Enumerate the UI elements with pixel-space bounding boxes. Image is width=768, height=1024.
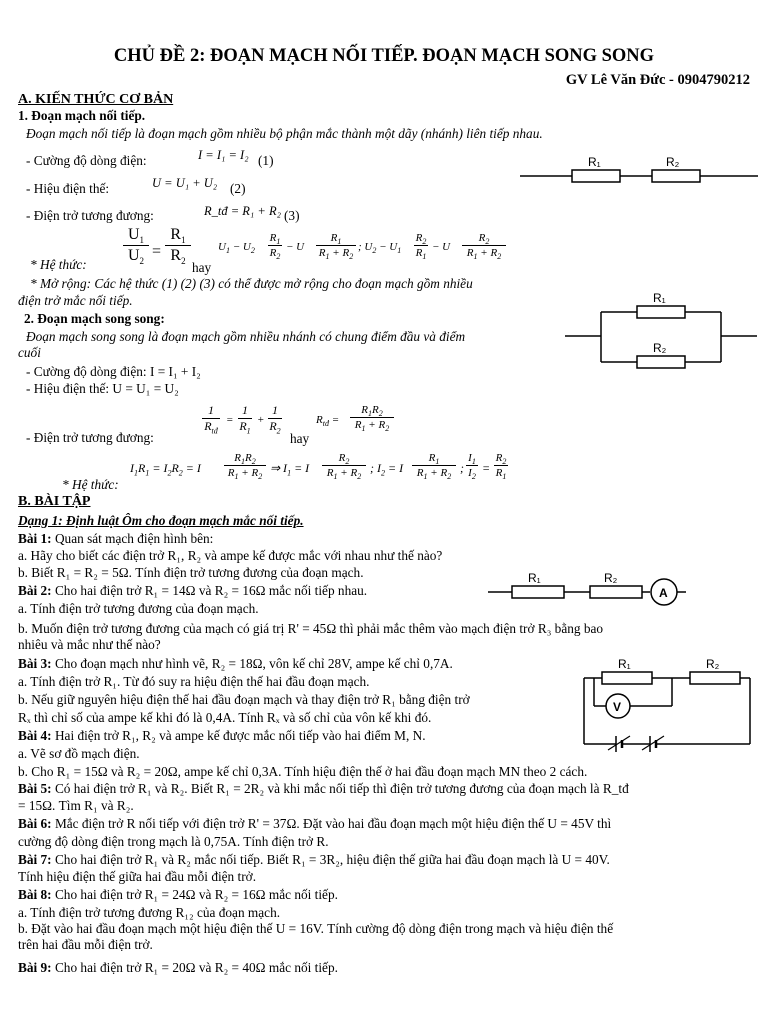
rel-i2: ; $I_2 = I$ [370, 461, 404, 478]
resistor-r2 [652, 170, 700, 182]
rel-frac-1: $R_1R_2$ $R_1 + R_2$ [224, 452, 266, 479]
resistor-r2 [590, 586, 642, 598]
label-r1: R₁ [528, 572, 541, 585]
type1-heading: Dạng 1: Định luật Ôm cho đoạn mạch mắc nối tiếp. [18, 513, 304, 528]
series-voltage-formula: U = U₁ + U₂ [152, 176, 218, 190]
exercise-8-line-3: b. Đặt vào hai đầu đoạn mạch một hiệu điện thế U = 16V. Tính cường độ dòng điện trong mạch và hiệu điện thế [18, 921, 614, 936]
u2-eq: − U [432, 241, 451, 253]
exercise-8-line-2: a. Tính điện trở tương đương R₁₂ của đoạn mạch. [18, 905, 281, 920]
section-a-heading: A. KIẾN THỨC CƠ BẢN [18, 92, 174, 107]
series-extension: * Mở rộng: Các hệ thức (1) (2) (3) có thể được mở rộng cho đoạn mạch gồm nhiều [30, 276, 473, 291]
ratio-u1-u2: $U_1$ $U_2$ [123, 226, 149, 264]
resistor-r1 [637, 306, 685, 318]
exercise-8-label: Bài 8: [18, 887, 55, 902]
parallel-resistance-label: - Điện trở tương đương: [26, 430, 154, 445]
u2-frac-a: $R_2$ $R_1$ [415, 232, 427, 262]
resistor-r2 [637, 356, 685, 368]
eq-inv: = [226, 414, 234, 426]
series-voltage-num: (2) [230, 181, 246, 196]
voltmeter-circuit-diagram [580, 656, 760, 752]
exercise-4-label: Bài 4: [18, 728, 55, 743]
u1-expression: $U_1 - U_2$ [218, 241, 255, 256]
parallel-voltage: - Hiệu điện thế: U = U₁ = U₂ [26, 381, 179, 396]
label-r1: R₁ [588, 155, 601, 169]
exercise-4-line-3: b. Cho R₁ = 15Ω và R₂ = 20Ω, ampe kế chỉ 0,3A. Tính hiệu điện thế ở hai đầu đoạn mạch MN theo 2 cách. [18, 764, 588, 779]
exercise-1-line-2: a. Hãy cho biết các điện trở R₁, R₂ và ampe kế được mắc với nhau như thế nào? [18, 548, 443, 563]
series-current-label: - Cường độ dòng điện: [26, 153, 147, 168]
rtd-frac: $R_1R_2$ $R_1 + R_2$ [350, 404, 394, 431]
series-definition: Đoạn mạch nối tiếp là đoạn mạch gồm nhiều bộ phận mắc thành một dãy (nhánh) liên tiếp nhau. [26, 126, 543, 141]
resistor-r1 [512, 586, 564, 598]
exercise-3-line-3: b. Nếu giữ nguyên hiệu điện thế hai đầu đoạn mạch và thay điện trở R₁ bằng điện trở [18, 692, 470, 707]
parallel-definition: Đoạn mạch song song là đoạn mạch gồm nhiều nhánh có chung điểm đầu và điểm [26, 329, 466, 344]
page-title: CHỦ ĐỀ 2: ĐOẠN MẠCH NỐI TIẾP. ĐOẠN MẠCH SONG SONG [113, 46, 655, 66]
u2-expression: ; $U_2 - U_1$ [358, 241, 402, 256]
exercise-1-line-1: Bài 1: Quan sát mạch điện hình bên: [18, 531, 214, 546]
u2-frac-b: $R_2$ $R_1 + R_2$ [462, 232, 506, 259]
exercise-5-line-1: Bài 5: Có hai điện trở R₁ và R₂. Biết R₁ = 2R₂ và khi mắc nối tiếp thì điện trở tương đương của đoạn mạch là R_tđ [18, 781, 629, 796]
exercise-6-line-1: Bài 6: Mắc điện trở R nối tiếp với điện trở R' = 37Ω. Đặt vào hai đầu đoạn mạch một hiệu điện thế U = 45V thì [18, 816, 612, 831]
exercise-2-label: Bài 2: [18, 583, 55, 598]
series-voltage-label: - Hiệu điện thế: [26, 181, 110, 196]
exercise-6-label: Bài 6: [18, 816, 55, 831]
rel-frac-2: $R_2$ $R_1 + R_2$ [322, 452, 366, 479]
series-resistance-label: - Điện trở tương đương: [26, 208, 154, 223]
label-voltmeter: V [613, 700, 622, 714]
parallel-relation: $I_1R_1 = I_2R_2 = I$ [130, 461, 201, 478]
series-current-num: (1) [258, 153, 274, 168]
exercise-7-line-2: Tính hiệu điện thế giữa hai đầu mỗi điện trở. [18, 869, 257, 884]
exercise-9-line-1: Bài 9: Cho hai điện trở R₁ = 20Ω và R₂ = 40Ω mắc nối tiếp. [18, 960, 338, 975]
exercise-3-line-2: a. Tính điện trở R₁. Từ đó suy ra hiệu điện thế hai đầu đoạn mạch. [18, 674, 370, 689]
exercise-4-line-1: Bài 4: Hai điện trở R₁, R₂ và ampe kế được mắc nối tiếp vào hai điểm M, N. [18, 728, 426, 743]
rel-i1: ⇒ $I_1 = I$ [270, 461, 310, 478]
parallel-or: hay [290, 431, 310, 446]
rel-eq: = [482, 461, 491, 475]
parallel-definition-2: cuối [18, 345, 41, 360]
series-or: hay [192, 260, 212, 275]
exercise-5-line-2: = 15Ω. Tìm R₁ và R₂. [18, 798, 134, 813]
exercise-9-label: Bài 9: [18, 960, 55, 975]
series-resistance-formula: R_tđ = R₁ + R₂ [204, 204, 281, 218]
series-resistance-num: (3) [284, 208, 300, 223]
exercise-2-line-2: a. Tính điện trở tương đương của đoạn mạch. [18, 601, 259, 616]
label-ammeter: A [659, 586, 668, 600]
series-heading: 1. Đoạn mạch nối tiếp. [18, 108, 146, 123]
series-relation-label: * Hệ thức: [30, 257, 87, 272]
label-r2: R₂ [706, 657, 720, 671]
exercise-7-label: Bài 7: [18, 852, 55, 867]
inv-rtd: 1 $R_{tđ}$ [202, 404, 220, 433]
label-r2: R₂ [604, 572, 618, 585]
exercise-6-line-2: cường độ dòng điện trong mạch là 0,75A. Tính điện trở R. [18, 834, 329, 849]
exercise-7-line-1: Bài 7: Cho hai điện trở R₁ và R₂ mắc nối tiếp. Biết R₁ = 3R₂, hiệu điện thế giữa hai đầu đoạn mạch là U = 40V. [18, 852, 610, 867]
exercise-2-line-3: b. Muốn điện trở tương đương của mạch có giá trị R' = 45Ω thì phải mắc thêm vào mạch điện trở R₃ bằng bao [18, 621, 604, 636]
rtd-label: $R_{tđ}$ = [316, 414, 340, 429]
exercise-8-line-1: Bài 8: Cho hai điện trở R₁ = 24Ω và R₂ = 16Ω mắc nối tiếp. [18, 887, 338, 902]
rel-ratio: ; [460, 461, 464, 475]
u1-frac-b: $R_1$ $R_1 + R_2$ [316, 232, 356, 259]
u1-frac-a: $R_1$ $R_2$ [269, 232, 281, 262]
parallel-relation-label: * Hệ thức: [62, 477, 119, 492]
exercise-8-line-4: trên hai đầu mỗi điện trở. [18, 937, 153, 952]
ammeter-circuit-diagram [488, 572, 688, 612]
exercise-3-label: Bài 3: [18, 656, 55, 671]
parallel-circuit-diagram [565, 290, 760, 380]
exercise-3-line-1: Bài 3: Cho đoạn mạch như hình vẽ, R₂ = 18Ω, vôn kế chỉ 28V, ampe kế chỉ 0,7A. [18, 656, 453, 671]
rel-frac-5: $R_2$ $R_1$ [495, 452, 507, 482]
label-r1: R₁ [618, 657, 631, 671]
plus-inv: + [257, 414, 265, 426]
author-line: GV Lê Văn Đức - 0904790212 [565, 72, 750, 88]
exercise-1-line-3: b. Biết R₁ = R₂ = 5Ω. Tính điện trở tương đương của đoạn mạch. [18, 565, 364, 580]
resistor-r1 [572, 170, 620, 182]
rel-frac-3: $R_1$ $R_1 + R_2$ [412, 452, 456, 479]
label-r1: R₁ [653, 291, 666, 305]
inv-r1: 1 $R_1$ [239, 403, 251, 436]
parallel-current: - Cường độ dòng điện: I = I₁ + I₂ [26, 364, 201, 379]
u1-eq: − U [286, 241, 305, 253]
inv-r2: 1 $R_2$ [269, 403, 281, 436]
exercise-3-line-4: Rₓ thì chỉ số của ampe kế khi đó là 0,4A. Tính Rₓ và số chỉ của vôn kế khi đó. [18, 710, 432, 725]
label-r2: R₂ [666, 155, 680, 169]
exercise-2-line-4: nhiêu và mắc như thế nào? [18, 637, 161, 652]
series-circuit-diagram [520, 152, 760, 192]
exercise-5-label: Bài 5: [18, 781, 55, 796]
equals-sign: = [152, 243, 162, 260]
resistor-r2 [690, 672, 740, 684]
ratio-r1-r2: $R_1$ $R_2$ [165, 226, 191, 264]
exercise-4-line-2: a. Vẽ sơ đồ mạch điện. [18, 746, 140, 761]
exercise-2-line-1: Bài 2: Cho hai điện trở R₁ = 14Ω và R₂ = 16Ω mắc nối tiếp nhau. [18, 583, 368, 598]
parallel-heading: 2. Đoạn mạch song song: [24, 311, 165, 326]
label-r2: R₂ [653, 341, 667, 355]
section-b-heading: B. BÀI TẬP [18, 494, 91, 509]
rel-frac-4: $I_1$ $I_2$ [466, 452, 478, 479]
series-extension-2: điện trở mắc nối tiếp. [18, 293, 133, 308]
series-current-formula: I = I₁ = I₂ [198, 148, 249, 162]
exercise-1-label: Bài 1: [18, 531, 55, 546]
resistor-r1 [602, 672, 652, 684]
